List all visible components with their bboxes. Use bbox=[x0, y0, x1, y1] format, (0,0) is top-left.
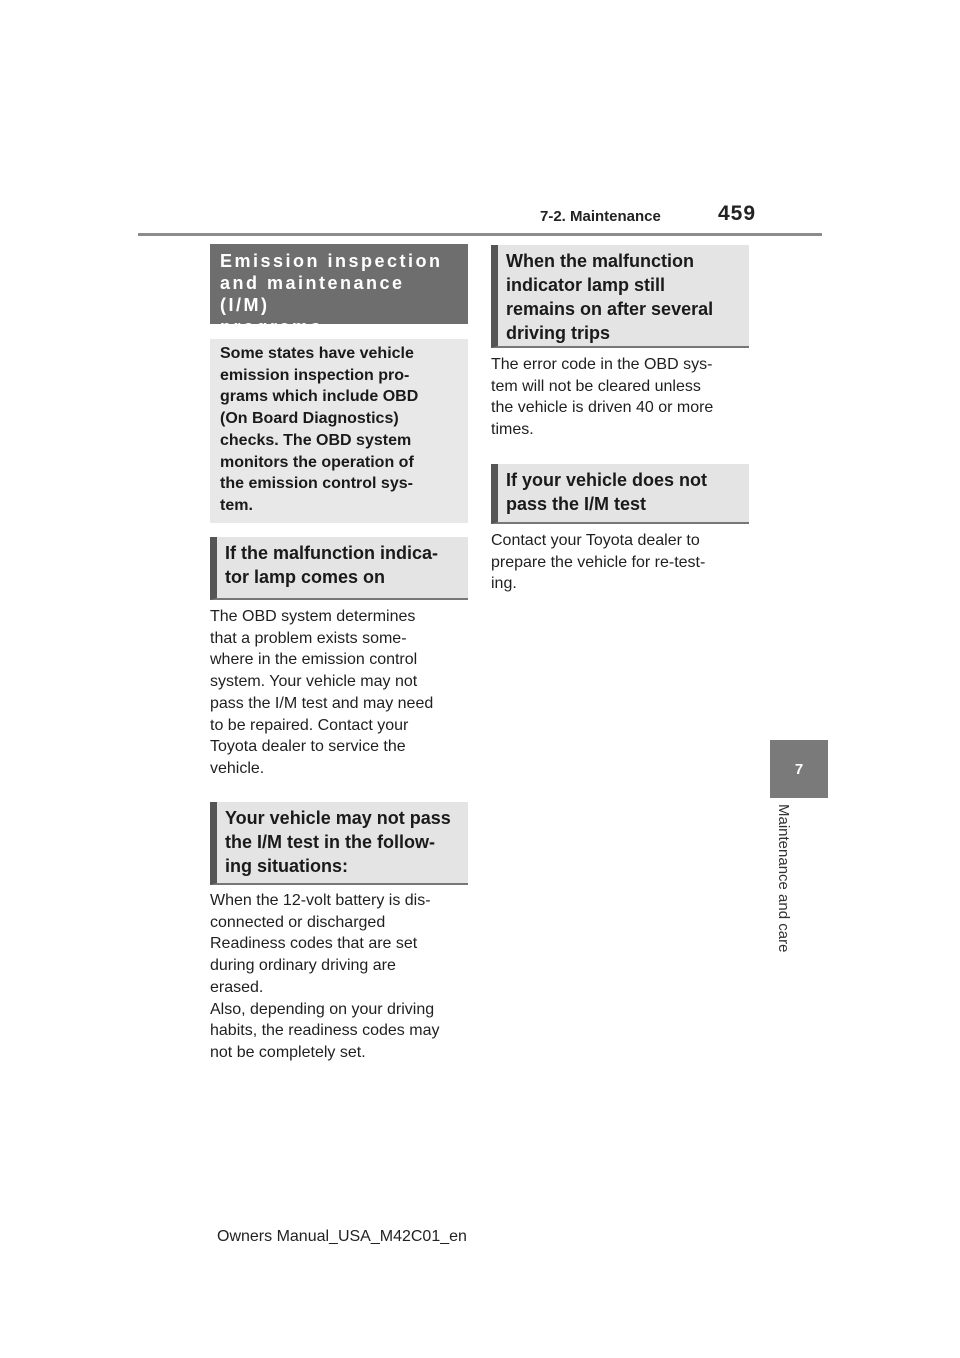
subheading-does-not-pass bbox=[491, 464, 749, 524]
body-line: The error code in the OBD sys- bbox=[491, 356, 713, 373]
body-paragraph-malfunction bbox=[210, 606, 468, 780]
subheading-line: pass the I/M test bbox=[506, 494, 647, 514]
body-line: pass the I/M test and may need bbox=[210, 694, 434, 712]
body-line: ing. bbox=[491, 575, 517, 593]
footer-manual-id: Owners Manual_USA_M42C01_en bbox=[217, 1228, 467, 1245]
intro-line: monitors the operation of bbox=[220, 453, 414, 471]
subheading-malfunction-lamp bbox=[210, 537, 468, 600]
body-line: habits, the readiness codes may bbox=[210, 1022, 440, 1040]
subheading-line: When the malfunction bbox=[506, 251, 694, 271]
subheading-line: tor lamp comes on bbox=[225, 567, 386, 587]
subheading-may-not-pass bbox=[210, 802, 468, 885]
page-number: 459 bbox=[718, 202, 757, 225]
chapter-number-tab: 7 bbox=[770, 740, 828, 798]
chapter-label-text: Maintenance and care bbox=[775, 804, 792, 953]
body-line: times. bbox=[491, 421, 534, 439]
body-line: Readiness codes that are set bbox=[210, 935, 418, 953]
body-line: Contact your Toyota dealer to bbox=[491, 532, 700, 549]
intro-line: tem. bbox=[220, 496, 253, 514]
body-line: erased. bbox=[210, 978, 264, 996]
body-paragraph-contact-dealer bbox=[491, 530, 749, 595]
body-line: vehicle. bbox=[210, 759, 265, 777]
subheading-line: Your vehicle may not pass bbox=[225, 808, 451, 828]
intro-box bbox=[210, 339, 468, 523]
section-title-line: Emission inspection bbox=[220, 251, 443, 271]
body-line: the vehicle is driven 40 or more bbox=[491, 399, 714, 417]
body-line: Toyota dealer to service the bbox=[210, 738, 406, 756]
body-line: tem will not be cleared unless bbox=[491, 377, 701, 395]
section-title-line: programs bbox=[220, 317, 324, 337]
section-title-box bbox=[210, 244, 468, 337]
header-divider bbox=[138, 233, 822, 236]
running-header-section: 7-2. Maintenance bbox=[540, 208, 661, 225]
body-line: system. Your vehicle may not bbox=[210, 673, 418, 691]
body-paragraph-error-code bbox=[491, 354, 749, 441]
intro-line: Some states have vehicle bbox=[220, 345, 414, 362]
body-line: during ordinary driving are bbox=[210, 957, 396, 975]
subheading-line: indicator lamp still bbox=[506, 275, 666, 295]
subheading-line: If your vehicle does not bbox=[506, 470, 708, 490]
intro-line: grams which include OBD bbox=[220, 388, 419, 406]
subheading-line: the I/M test in the follow- bbox=[225, 832, 435, 852]
intro-line: the emission control sys- bbox=[220, 475, 413, 493]
subheading-line: driving trips bbox=[506, 323, 611, 343]
intro-line: (On Board Diagnostics) bbox=[220, 410, 399, 428]
subheading-line: If the malfunction indica- bbox=[225, 543, 439, 563]
intro-line: emission inspection pro- bbox=[220, 366, 410, 384]
body-line: where in the emission control bbox=[210, 651, 418, 669]
section-title-line: and maintenance (I/M) bbox=[220, 273, 405, 315]
body-line: that a problem exists some- bbox=[210, 629, 407, 647]
intro-line: checks. The OBD system bbox=[220, 431, 412, 449]
subheading-line: remains on after several bbox=[506, 299, 714, 319]
subheading-lamp-still-on bbox=[491, 245, 749, 348]
body-line: to be repaired. Contact your bbox=[210, 716, 409, 734]
body-line: When the 12-volt battery is dis- bbox=[210, 892, 431, 909]
body-line: The OBD system determines bbox=[210, 608, 416, 625]
body-line: prepare the vehicle for re-test- bbox=[491, 553, 706, 571]
body-line: connected or discharged bbox=[210, 913, 386, 931]
subheading-line: ing situations: bbox=[225, 856, 348, 876]
body-line: Also, depending on your driving bbox=[210, 1000, 435, 1018]
body-paragraph-situations bbox=[210, 890, 468, 1064]
chapter-label-vertical bbox=[772, 804, 794, 984]
body-line: not be completely set. bbox=[210, 1043, 366, 1061]
